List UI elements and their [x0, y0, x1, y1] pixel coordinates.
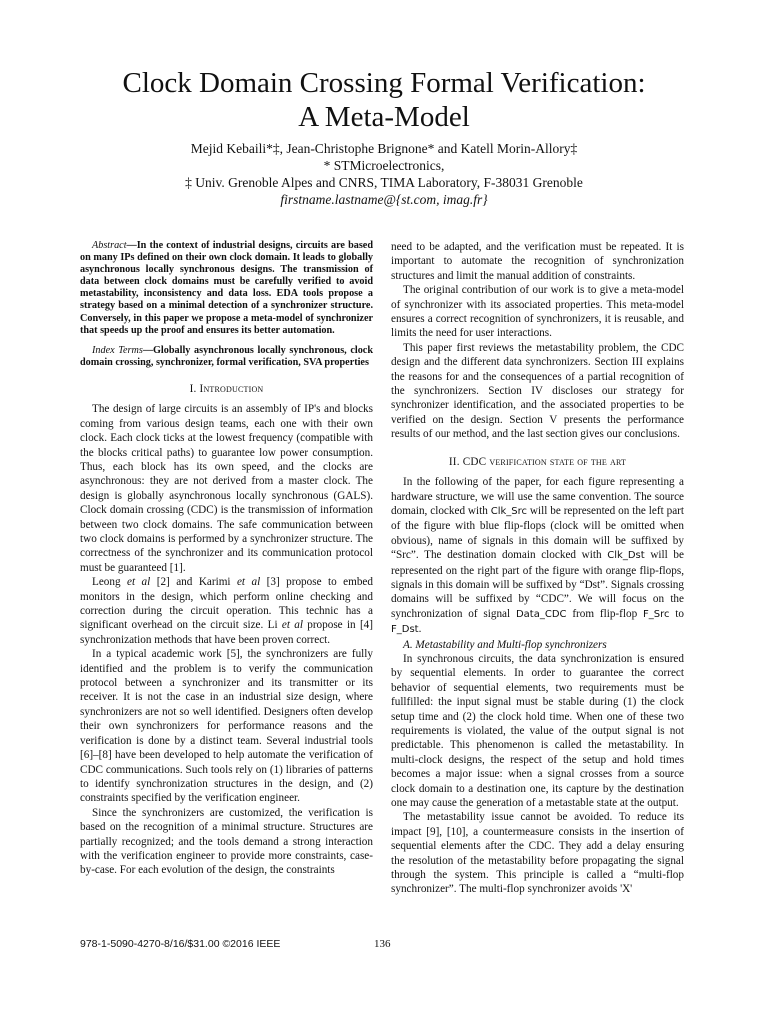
- text-span: Leong: [92, 576, 128, 589]
- text-span: [3] propose to embed monitors in the design, which perform online checking and correction during the circuit operation. This technic has a significant overhead on the circuit size. Li: [80, 576, 373, 632]
- text-span: In the following of the paper, for each figure representing a hardware structure, we will use the same convention. The source domain, clocked with: [391, 476, 684, 517]
- text-italic: et al: [127, 576, 151, 589]
- section-heading-introduction: [80, 382, 373, 396]
- intro-paragraph-5: need to be adapted, and the verification must be repeated. It is important to automate the recognition of synchronization structures and limit the manual addition of constraints.: [391, 241, 684, 282]
- section-number: II.: [448, 455, 460, 468]
- text-span: [2] and Karimi: [150, 576, 237, 589]
- text-italic: et al: [281, 619, 303, 632]
- index-terms-label: Index Terms: [92, 344, 143, 356]
- text-span: from flip-flop: [566, 607, 643, 620]
- intro-paragraph-7: This paper first reviews the metastability problem, the CDC design and the different data synchronizers. Section III explains the reasons for and the consequences of a partial recognition of the synchronizers. Section IV discloses our strategy for synchronizer identification, and the associated properties to be verified on the design. Section V presents the performance results of our method, and the last section gives our conclusions.: [391, 341, 684, 441]
- right-column: [391, 240, 684, 897]
- section-title-cdc: CDC: [462, 455, 490, 468]
- title-line-1: Clock Domain Crossing Formal Verification:: [122, 67, 646, 99]
- title-line-2: A Meta-Model: [298, 101, 470, 133]
- state-paragraph-1: [391, 475, 684, 637]
- intro-paragraph-3: In a typical academic work [5], the synchronizers are fully identified and the problem is to verify the communication protocol between a synchronizer and its transmitter or its receiver. It is not the case in an industrial size design, where synchronizers are not so well identified. Designers often develop their own synchronizers for performance reasons and the verification is done by a distinct team. Several industrial tools [6]–[8] have been developed to help automate the verification of CDC communications. Such tools rely on (1) libraries of patterns to identify synchronization structures in the design, and (2) constraints specified by the verification engineer.: [80, 648, 373, 805]
- intro-paragraph-6: The original contribution of our work is to give a meta-model of synchronizer with its associated properties. This meta-model ensures a correct recognition of synchronizers, it is reusable, and limits the need for user interactions.: [391, 284, 684, 340]
- subsection-heading-metastability: A. Metastability and Multi-flop synchronizers: [403, 638, 607, 651]
- index-terms-text: —Globally asynchronous locally synchronous, clock domain crossing, synchronizer, formal verification, SVA properties: [80, 344, 373, 368]
- footer-isbn: 978-1-5090-4270-8/16/$31.00 ©2016 IEEE: [80, 938, 281, 950]
- signal-name: F_Dst: [391, 624, 419, 636]
- abstract-text: —In the context of industrial designs, circuits are based on many IPs defined on their own clock domain. It leads to globally asynchronous locally synchronous designs. The transmission of data between clock domains must be carefully verified to avoid metastability, inconsistency and data loss. EDA tools propose a strategy based on a minimal detection of a synchronizer structure. Conversely, in this paper we propose a meta-model of synchronizer that speeds up the proof and ensures its better automation.: [80, 240, 373, 336]
- intro-paragraph-4: Since the synchronizers are customized, the verification is based on the recognition of a minimal structure. Structures are partially recognized; and the tools demand a strong interaction with the verification engineer to provide more constraints, case-by-case. For each evolution of the design, the constraints: [80, 806, 373, 877]
- text-span: will be represented on the left part of the figure with blue flip-flops (clock will be omitted when obvious), name of signals in this domain will be suffixed by “Src”. The destination domain clocked with: [391, 504, 684, 562]
- intro-paragraph-1: The design of large circuits is an assembly of IP's and blocks coming from various design teams, each one with their own clock. Each clock ticks at the lowest frequency (compatible with the blocks critical paths) to guarantee low power consumption. Thus, each block has its own speed, and the clocks are asynchronous: they are not derived from a master clock. The design is globally asynchronous locally synchronous (GALS). Clock domain crossing (CDC) is the transmission of information between two clock domains. The safe communication between two clock domains is performed by a synchronizer structure. The correctness of the synchronizer and its communication protocol must be guaranteed [1].: [80, 403, 373, 574]
- state-paragraph-3: The metastability issue cannot be avoided. To reduce its impact [9], [10], a countermeasure consists in the insertion of sequential elements after the CDC. They add a delay ensuring the resolution of the metastability before propagating the signal through the system. This principle is called a “multi-flop synchronizer”. The multi-flop synchronizer avoids 'X': [391, 811, 684, 896]
- abstract-label: Abstract: [92, 240, 127, 251]
- signal-name: Clk_Dst: [607, 550, 645, 562]
- state-paragraph-2: In synchronous circuits, the data synchronization is ensured by sequential elements. In order to guarantee the correct behavior of sequential elements, two requirements must be fullfilled: the input signal must be stable during (1) the clock setup time and (2) the clock hold time. When one of these two requirements is violated, the value of the output signal is not predictable. This phenomenon is called the metastability. In multi-clock designs, the respect of the setup and hold times becomes a major issue: when a signal crosses from a source clock domain to a destination one, its capture by the destination one may cause the generation of a metastable state at the output.: [391, 652, 684, 810]
- text-span: propose in [4] synchronization methods that have been proven correct.: [80, 619, 373, 646]
- abstract: [80, 240, 373, 337]
- section-title-rest: verification state of the art: [489, 455, 627, 468]
- left-column: [80, 240, 373, 878]
- author-block: [60, 140, 708, 208]
- text-span: .: [418, 623, 422, 636]
- intro-paragraph-2: [80, 575, 373, 647]
- paper-title: [60, 66, 708, 134]
- section-number: I.: [189, 382, 197, 395]
- text-italic: et al: [236, 576, 261, 589]
- page-number: 136: [374, 938, 391, 950]
- affiliation-tima: ‡ Univ. Grenoble Alpes and CNRS, TIMA Laboratory, F-38031 Grenoble: [185, 175, 583, 190]
- affiliation-st: * STMicroelectronics,: [323, 158, 445, 173]
- signal-name: F_Src: [642, 608, 670, 620]
- signal-name: Data_CDC: [515, 608, 567, 620]
- text-span: will be represented on the right part of the figure with orange flip-flops, signals in this domain will be suffixed by “Dst”. Signals crossing domains will be suffixed by “CDC”. We will focus on the synchronization of signal: [391, 549, 684, 620]
- text-span: to: [669, 607, 685, 620]
- signal-name: Clk_Src: [490, 505, 528, 517]
- section-heading-state-of-art: [391, 455, 684, 469]
- author-names: Mejid Kebaili*‡, Jean-Christophe Brignone* and Katell Morin-Allory‡: [190, 141, 578, 156]
- index-terms: [80, 345, 373, 369]
- section-title: Introduction: [199, 382, 264, 395]
- author-email: firstname.lastname@{st.com, imag.fr}: [280, 192, 488, 207]
